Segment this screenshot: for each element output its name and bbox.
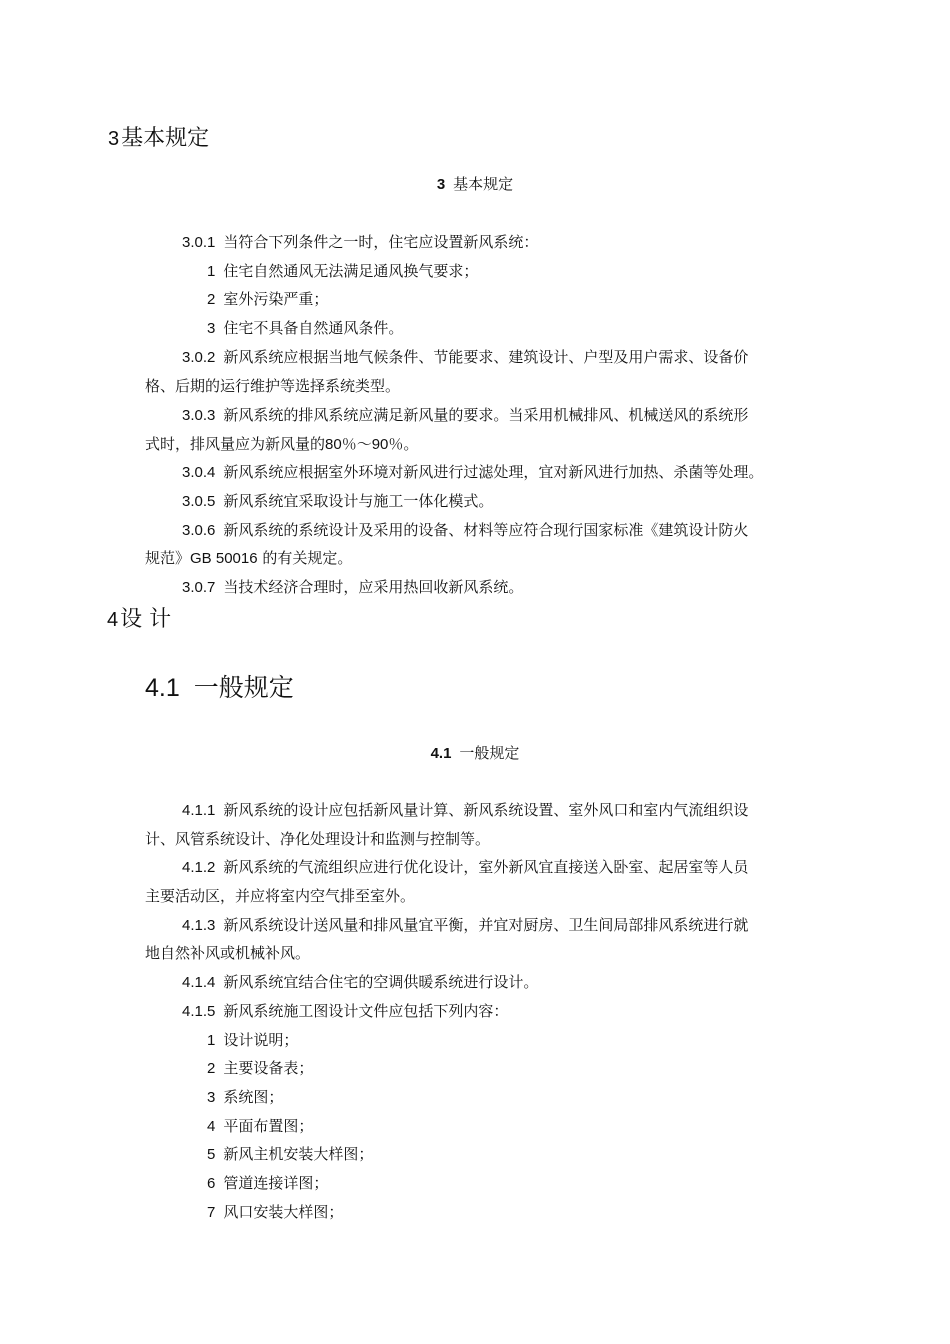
clause-text: 式时，排风量应为新风量的 bbox=[145, 435, 326, 453]
chapter-3-number: 3 bbox=[108, 128, 120, 150]
item-text: 住宅不具备自然通风条件。 bbox=[223, 319, 404, 337]
clause-4-1-1-continuation bbox=[145, 830, 490, 848]
item-number: 2 bbox=[207, 291, 216, 308]
list-item bbox=[207, 1203, 343, 1222]
list-item bbox=[207, 1145, 373, 1164]
clause-3-0-1 bbox=[182, 233, 538, 252]
clause-text: 新风系统施工图设计文件应包括下列内容： bbox=[223, 1002, 509, 1020]
clause-text: 主要活动区，并应将室内空气排至室外。 bbox=[145, 887, 416, 905]
clause-text: 新风系统应根据室外环境对新风进行过滤处理，宜对新风进行加热、杀菌等处理。 bbox=[223, 463, 764, 481]
item-text: 平面布置图； bbox=[223, 1117, 314, 1135]
chapter-4-heading bbox=[107, 602, 171, 633]
item-number: 1 bbox=[207, 1032, 216, 1049]
section-center-text: 一般规定 bbox=[459, 744, 520, 762]
clause-3-0-2-continuation bbox=[145, 377, 400, 395]
list-item bbox=[207, 262, 478, 281]
clause-number: 4.1.1 bbox=[182, 802, 216, 819]
clause-4-1-2-continuation bbox=[145, 887, 415, 905]
clause-text: 新风系统的系统设计及采用的设备、材料等应符合现行国家标准《建筑设计防火 bbox=[223, 521, 749, 539]
clause-4-1-5 bbox=[182, 1002, 508, 1021]
clause-text: 当符合下列条件之一时，住宅应设置新风系统： bbox=[223, 233, 539, 251]
chapter-3-center-number: 3 bbox=[436, 176, 446, 193]
clause-3-0-7 bbox=[182, 578, 523, 597]
item-text: 系统图； bbox=[223, 1088, 284, 1106]
item-text: 设计说明； bbox=[223, 1031, 299, 1049]
chapter-4-title: 设 计 bbox=[120, 607, 172, 632]
clause-4-1-4 bbox=[182, 973, 538, 992]
clause-number: 3.0.5 bbox=[182, 493, 216, 510]
item-number: 6 bbox=[207, 1175, 216, 1192]
clause-text: 新风系统宜采取设计与施工一体化模式。 bbox=[223, 492, 494, 510]
clause-text: 规范》 bbox=[145, 549, 191, 567]
item-text: 主要设备表； bbox=[223, 1059, 314, 1077]
clause-3-0-5 bbox=[182, 492, 493, 511]
item-number: 4 bbox=[207, 1118, 216, 1135]
clause-text: 的有关规定。 bbox=[257, 549, 353, 567]
clause-number: 3.0.1 bbox=[182, 234, 216, 251]
clause-3-0-3 bbox=[182, 406, 748, 425]
clause-number: 3.0.7 bbox=[182, 579, 216, 596]
section-number: 4.1 bbox=[145, 674, 180, 702]
clause-text: 。 bbox=[403, 435, 419, 453]
clause-4-1-1 bbox=[182, 801, 748, 820]
clause-text: 新风系统的设计应包括新风量计算、新风系统设置、室外风口和室内气流组织设 bbox=[223, 801, 749, 819]
section-4-1-center-title bbox=[0, 742, 950, 763]
standard-code: GB 50016 bbox=[190, 550, 258, 567]
clause-number: 3.0.3 bbox=[182, 407, 216, 424]
item-text: 住宅自然通风无法满足通风换气要求； bbox=[223, 262, 479, 280]
chapter-3-title: 基本规定 bbox=[121, 126, 210, 151]
chapter-4-number: 4 bbox=[107, 609, 119, 631]
clause-text: 计、风管系统设计、净化处理设计和监测与控制等。 bbox=[145, 830, 491, 848]
item-text: 管道连接详图； bbox=[223, 1174, 329, 1192]
list-item bbox=[207, 1174, 328, 1193]
clause-3-0-6 bbox=[182, 521, 748, 540]
clause-text: 新风系统的排风系统应满足新风量的要求。当采用机械排风、机械送风的系统形 bbox=[223, 406, 749, 424]
clause-4-1-3 bbox=[182, 916, 748, 935]
list-item bbox=[207, 1059, 313, 1078]
item-text: 室外污染严重； bbox=[223, 290, 329, 308]
clause-3-0-6-continuation bbox=[145, 549, 352, 568]
list-item bbox=[207, 1031, 298, 1050]
item-text: 新风主机安装大样图； bbox=[223, 1145, 374, 1163]
clause-number: 4.1.2 bbox=[182, 859, 216, 876]
item-number: 2 bbox=[207, 1060, 216, 1077]
clause-4-1-2 bbox=[182, 858, 748, 877]
clause-number: 4.1.4 bbox=[182, 974, 216, 991]
clause-number: 4.1.5 bbox=[182, 1003, 216, 1020]
list-item bbox=[207, 319, 403, 338]
clause-text: 格、后期的运行维护等选择系统类型。 bbox=[145, 377, 401, 395]
clause-text: 地自然补风或机械补风。 bbox=[145, 944, 311, 962]
chapter-3-center-title bbox=[0, 173, 950, 194]
item-number: 7 bbox=[207, 1204, 216, 1221]
percentage-range: 80％～90％ bbox=[325, 436, 404, 453]
clause-text: 当技术经济合理时，应采用热回收新风系统。 bbox=[223, 578, 524, 596]
list-item bbox=[207, 1088, 283, 1107]
section-title: 一般规定 bbox=[193, 673, 294, 702]
clause-number: 3.0.6 bbox=[182, 522, 216, 539]
clause-3-0-4 bbox=[182, 463, 763, 482]
clause-number: 3.0.2 bbox=[182, 349, 216, 366]
item-number: 1 bbox=[207, 263, 216, 280]
clause-text: 新风系统宜结合住宅的空调供暖系统进行设计。 bbox=[223, 973, 539, 991]
clause-text: 新风系统的气流组织应进行优化设计，室外新风宜直接送入卧室、起居室等人员 bbox=[223, 858, 749, 876]
clause-number: 3.0.4 bbox=[182, 464, 216, 481]
item-number: 3 bbox=[207, 320, 216, 337]
clause-4-1-3-continuation bbox=[145, 944, 310, 962]
section-4-1-heading bbox=[145, 668, 294, 704]
section-center-number: 4.1 bbox=[430, 745, 452, 762]
chapter-3-heading bbox=[108, 121, 209, 152]
clause-text: 新风系统设计送风量和排风量宜平衡，并宜对厨房、卫生间局部排风系统进行就 bbox=[223, 916, 749, 934]
chapter-3-center-text: 基本规定 bbox=[453, 175, 514, 193]
clause-text: 新风系统应根据当地气候条件、节能要求、建筑设计、户型及用户需求、设备价 bbox=[223, 348, 749, 366]
item-number: 5 bbox=[207, 1146, 216, 1163]
list-item bbox=[207, 1117, 313, 1136]
clause-3-0-3-continuation bbox=[145, 435, 418, 454]
clause-number: 4.1.3 bbox=[182, 917, 216, 934]
list-item bbox=[207, 290, 328, 309]
item-number: 3 bbox=[207, 1089, 216, 1106]
item-text: 风口安装大样图； bbox=[223, 1203, 344, 1221]
clause-3-0-2 bbox=[182, 348, 748, 367]
